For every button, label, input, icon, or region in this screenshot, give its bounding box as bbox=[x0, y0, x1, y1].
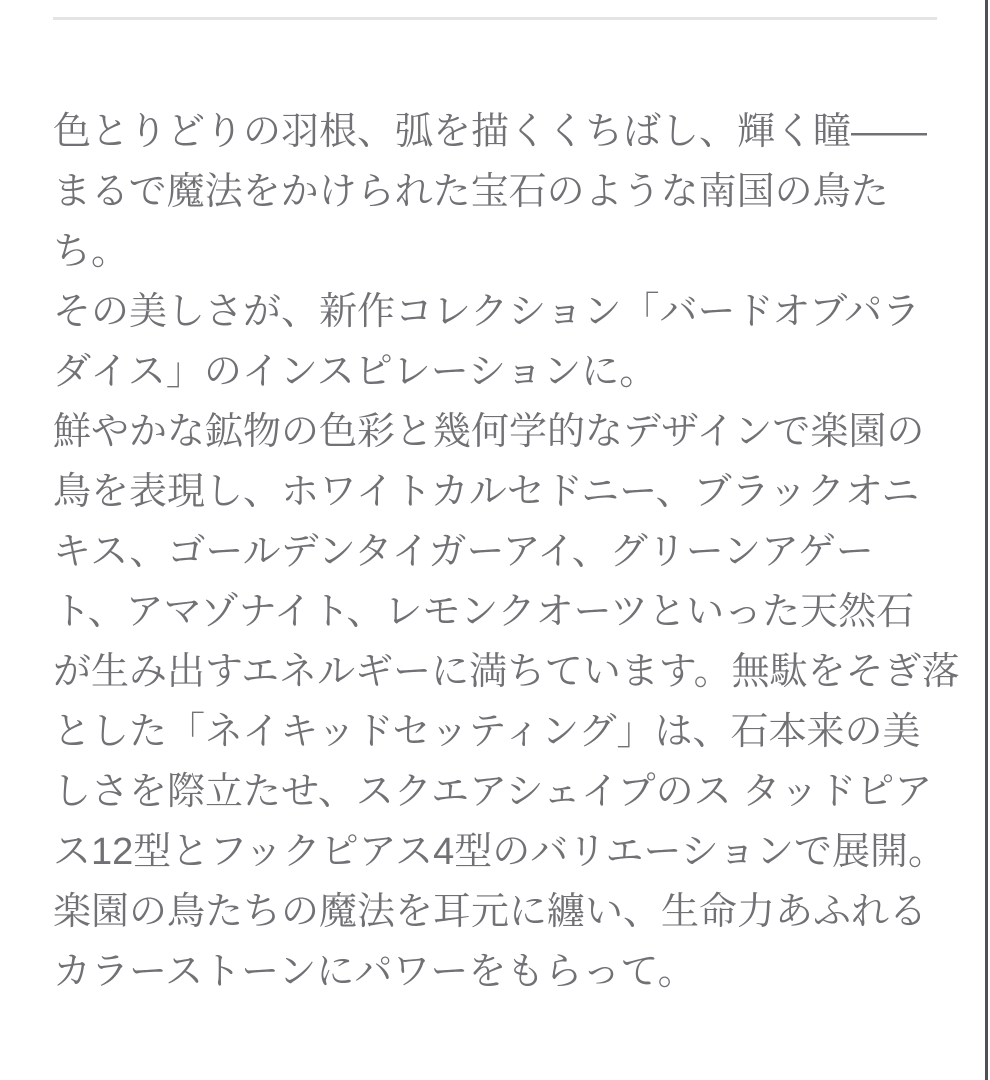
description-line: ト、アマゾナイト、レモンクオーツといった天然石 bbox=[53, 591, 915, 633]
description-line: が生み出すエネルギーに満ちています。無駄をそぎ落 bbox=[53, 651, 960, 693]
description-line: 楽園の鳥たちの魔法を耳元に纏い、生命力あふれる bbox=[53, 891, 928, 933]
description-line: 鮮やかな鉱物の色彩と幾何学的なデザインで楽園の bbox=[53, 411, 925, 453]
scrollbar[interactable] bbox=[985, 0, 988, 1080]
description-line: しさを際立たせ、スクエアシェイプのス タッドピア bbox=[53, 771, 933, 813]
description-line: その美しさが、新作コレクション「バードオブパラ bbox=[53, 291, 921, 333]
description-line: キス、ゴールデンタイガーアイ、グリーンアゲー bbox=[53, 531, 874, 573]
section-divider bbox=[53, 17, 937, 20]
item-description bbox=[53, 102, 960, 1002]
description-line: ダイス」のインスピレーションに。 bbox=[53, 351, 658, 393]
description-line: まるで魔法をかけられた宝石のような南国の鳥た bbox=[53, 171, 889, 213]
description-line: 鳥を表現し、ホワイトカルセドニー、ブラックオニ bbox=[53, 471, 920, 513]
description-line: ち。 bbox=[53, 231, 130, 273]
description-line: 色とりどりの羽根、弧を描くくちばし、輝く瞳―― bbox=[53, 111, 928, 153]
description-line: とした「ネイキッドセッティング」は、石本来の美 bbox=[53, 711, 921, 753]
description-line: ス12型とフックピアス4型のバリエーションで展開。 bbox=[53, 831, 946, 873]
description-line: カラーストーンにパワーをもらって。 bbox=[53, 951, 696, 993]
